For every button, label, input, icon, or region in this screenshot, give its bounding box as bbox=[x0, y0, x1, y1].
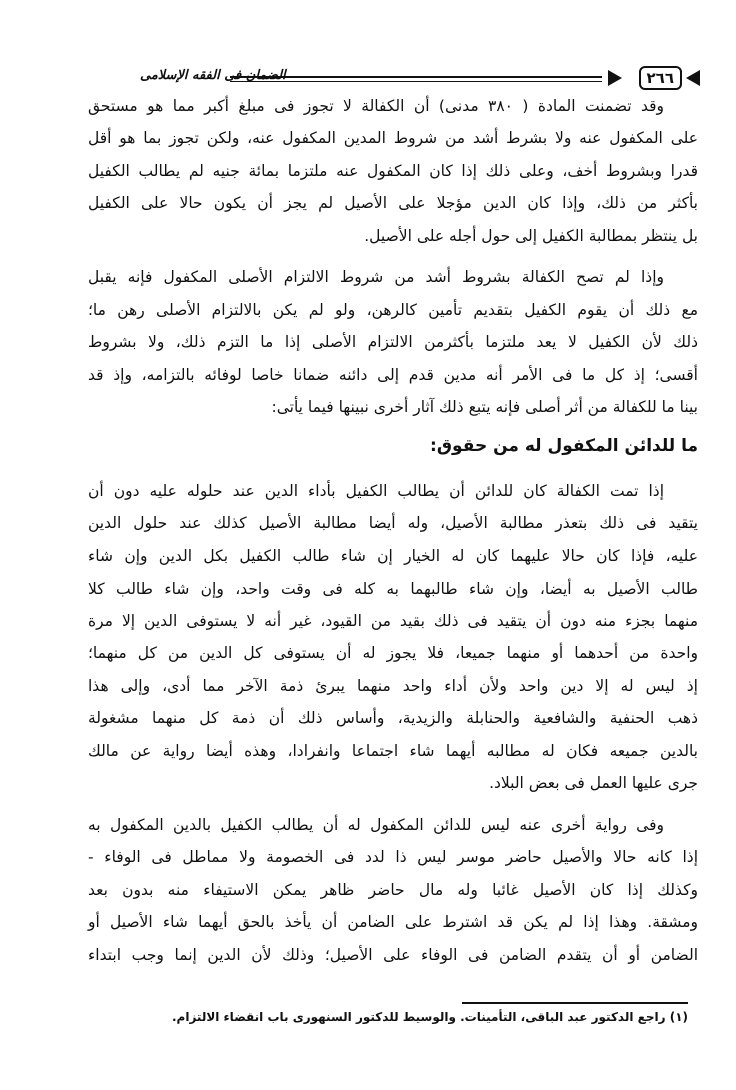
paragraph-line: أقسى؛ إذ كل ما فى الأمر أنه مدين قدم إلى دائنه ضمانا خاصا لوفائه بالتزامه، وإذ قد bbox=[88, 366, 698, 384]
paragraph-line: وكذلك إذا كان الأصيل غائبا وله مال حاضر ظاهر يمكن الاستيفاء منه بدون بعد bbox=[88, 881, 698, 899]
paragraph-line: طالب الأصيل به أيضا، وإن شاء طالبهما به كله فى وقت واحد، وإن شاء طالب كلا bbox=[88, 580, 698, 598]
paragraph-line: مع ذلك أن يقوم الكفيل بتقديم تأمين كالرهن، ولو لم يكن بالالتزام الأصلى رهن ما؛ bbox=[88, 301, 698, 319]
paragraph-line: بالدين جميعه فكان له مطالبه أيهما شاء اجتماعا وانفرادا، وهذه أيضا رواية عن مالك bbox=[88, 742, 698, 760]
paragraph-line: إذا تمت الكفالة كان للدائن أن يطالب الكفيل بأداء الدين عند حلوله عليه دون أن bbox=[88, 482, 664, 500]
paragraph-line: جرى عليها العمل فى بعض البلاد. bbox=[489, 774, 698, 792]
paragraph-line: واحدة من أحدهما أو منهما جميعا، فلا يجوز له أن يستوفى كل الدين من كل منهما؛ bbox=[88, 644, 698, 662]
book-title: الضمان فى الفقه الإسلامى bbox=[140, 68, 286, 83]
footnote-rule bbox=[462, 1002, 688, 1004]
section-heading: ما للدائن المكفول له من حقوق: bbox=[430, 436, 698, 456]
paragraph-line: إذ ليس له إلا دين واحد ولأن أداء واحد منهما يبرئ ذمة الآخر مما أدى، وإلى هذا bbox=[88, 677, 698, 695]
paragraph-line: الضامن أو أن يتقدم الضامن فى الوفاء على الأصيل؛ وذلك لأن الدين إنما وجب ابتداء bbox=[88, 946, 698, 964]
arrow-ornament-icon bbox=[608, 70, 622, 86]
paragraph-line: منهما بجزء منه دون أن يتقيد فى ذلك بقيد من القيود، غير أنه لا يستوفى الدين إلا مرة bbox=[88, 612, 698, 630]
paragraph-line: وفى رواية أخرى عنه ليس للدائن المكفول له أن يطالب الكفيل بالدين المكفول به bbox=[88, 816, 664, 834]
paragraph-line: وإذا لم تصح الكفالة بشروط أشد من شروط الالتزام الأصلى المكفول فإنه يقبل bbox=[88, 268, 664, 286]
paragraph-line: يتقيد فى ذلك بتعذر مطالبة الأصيل، وله أيضا مطالبة الأصيل كذلك عند حلول الدين bbox=[88, 514, 698, 532]
footnote: (١) راجع الدكتور عبد الباقى، التأمينات. والوسيط للدكتور السنهورى باب انقضاء الالتزام. bbox=[171, 1010, 688, 1024]
paragraph-line: بأكثر من ذلك، وإذا كان الدين مؤجلا على الأصيل لم يجز أن يكون حالا على الكفيل bbox=[88, 194, 698, 212]
running-header bbox=[70, 66, 702, 92]
paragraph-line: قدرا وبشروط أخف، وعلى ذلك إذا كان المكفول عنه ملتزما بمائة جنيه لم يطالب الكفيل bbox=[88, 162, 698, 180]
paragraph-line: بينا ما للكفالة من أثر أصلى فإنه يتبع ذلك آثار أخرى نبينها فيما يأتى: bbox=[271, 398, 698, 416]
paragraph-line: ذهب الحنفية والشافعية والحنابلة والزيدية، وأساس ذلك أن ذمة كل منهما مشغولة bbox=[88, 709, 698, 727]
paragraph-line: ومشقة. وهذا إذا لم يكن قد اشترط على الضامن أن يأخذ بالحق أيهما شاء الأصيل أو bbox=[88, 913, 698, 931]
paragraph-line: إذا كانه حالا والأصيل حاضر موسر ليس ذا لدد فى الخصومة ولا مماطل فى الوفاء - bbox=[88, 848, 698, 866]
page-number: ٢٦٦ bbox=[639, 66, 682, 90]
paragraph-line: ذلك لأن الكفيل لا يعد ملتزما بأكثرمن الالتزام الأصلى إذا ما التزم ذلك، ولا بشروط bbox=[88, 333, 698, 351]
paragraph-line: على المكفول عنه ولا بشرط أشد من شروط المدين المكفول عنه، ولكن تجوز بما هو أقل bbox=[88, 129, 698, 147]
paragraph-line: بل ينتظر بمطالبة الكفيل إلى حول أجله على الأصيل. bbox=[364, 227, 698, 245]
arrow-ornament-icon bbox=[686, 70, 700, 86]
paragraph-line: عليه، فإذا كان حالا عليهما كان له الخيار إن شاء طالب الكفيل بكل الدين وإن شاء bbox=[88, 547, 698, 565]
paragraph-line: وقد تضمنت المادة ( ٣٨٠ مدنى) أن الكفالة لا تجوز فى مبلغ أكبر مما هو مستحق bbox=[88, 97, 664, 115]
